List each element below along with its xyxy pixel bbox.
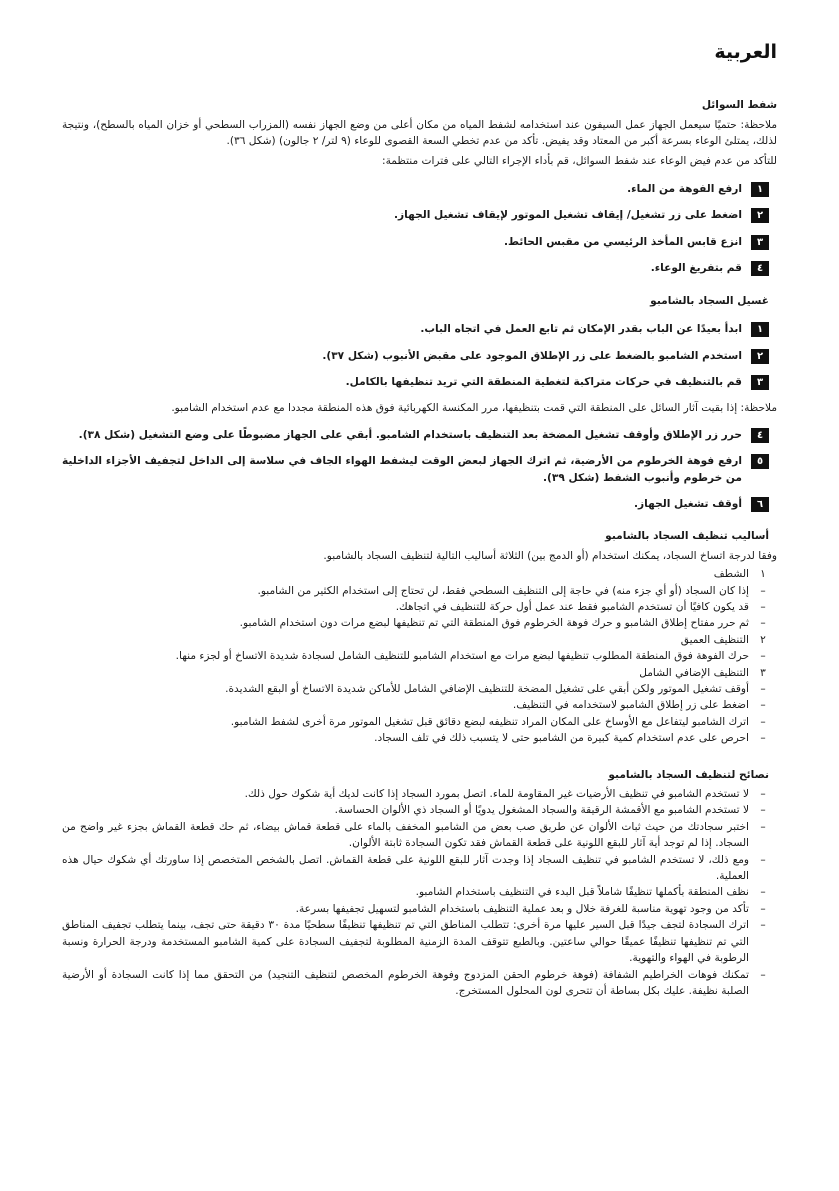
step-text: ارفع الفوهة من الماء.: [627, 183, 742, 196]
step-text: قم بتفريغ الوعاء.: [650, 262, 742, 275]
list-item: [62, 681, 777, 697]
carpet-shampoo-heading: غسيل السجاد بالشامبو: [650, 294, 769, 307]
method-title: التنظيف العميق: [680, 633, 749, 646]
step-text: ارفع فوهة الخرطوم من الأرضية، ثم اترك الجهاز لبعض الوقت ليشفط الهواء الجاف في سلاسة إلى الداخل لتجفيف الأجزاء الداخلية من خرطوم وأنبوب الشفط (شكل ٣٩).: [62, 455, 742, 484]
suction-intro: للتأكد من عدم فيض الوعاء عند شفط السوائل، قم بأداء الإجراء التالي على فترات منتظمة:: [382, 154, 777, 167]
step-number-badge: ٥: [751, 454, 769, 469]
suction-step: [62, 207, 769, 223]
bullet-text: إذا كان السجاد (أو أي جزء منه) في حاجة إلى التنظيف السطحي فقط، لن تحتاج إلى استخدام الكثير من الشامبو.: [257, 584, 749, 597]
bullet-dash: –: [760, 902, 766, 915]
suction-step: [62, 234, 769, 250]
carpet-step: [62, 321, 769, 337]
list-item: [62, 884, 777, 900]
step-text: انزع قابس المأخذ الرئيسي من مقبس الحائط.: [503, 235, 742, 248]
bullet-text: اترك الشامبو ليتفاعل مع الأوساخ على المكان المراد تنظيفه لبضع دقائق قبل تشغيل الموتور مرة أخرى لشفط الشامبو.: [230, 715, 749, 728]
bullet-dash: –: [760, 732, 766, 745]
bullet-dash: –: [760, 788, 766, 801]
suction-step: [62, 181, 769, 197]
siphon-note: ملاحظة: حتميًا سيعمل الجهاز عمل السيفون عند استخدامه لشفط المياه من مكان أعلى من وضع الجهاز نفسه (المزراب السطحي أو خزان المياه بالسطح)، ونتيجة لذلك، يمتلئ الوعاء بسرعة أكبر من المعتاد وقد يفيض. تأكد من عدم تخطي السعة القصوى للوعاء (٩ لتر/ ٢ جالون) (شكل ٣٦).: [62, 118, 777, 148]
bullet-dash: –: [760, 968, 766, 981]
language-title: العربية: [714, 41, 777, 63]
bullet-text: ثم حرر مفتاح إطلاق الشامبو و حرك فوهة الخرطوم فوق المنطقة التي تم تنظيفها لبضع مرات دون استخدام الشامبو.: [239, 617, 749, 630]
carpet-shampoo-section: [62, 293, 777, 513]
manual-page: [62, 38, 777, 999]
list-item: [62, 599, 777, 615]
list-item: [62, 583, 777, 599]
bullet-text: أوقف تشغيل الموتور ولكن أبقي على تشغيل المضخة للتنظيف الإضافي الشامل للأماكن شديدة الاتساخ أو البقع الشديدة.: [225, 683, 749, 695]
step-text: استخدم الشامبو بالضغط على زر الإطلاق الموجود على مقبض الأنبوب (شكل ٣٧).: [322, 349, 742, 362]
list-item: [62, 714, 777, 730]
suction-step: [62, 260, 769, 276]
list-item: [62, 967, 777, 1000]
step-number-badge: ٣: [751, 375, 769, 390]
step-number-badge: ٣: [751, 235, 769, 250]
list-item: [62, 901, 777, 917]
shampoo-tips-heading: نصائح لتنظيف السجاد بالشامبو: [608, 768, 769, 781]
list-item: [62, 786, 777, 802]
bullet-dash: –: [760, 919, 766, 932]
list-item: [62, 697, 777, 713]
method-number: ١: [760, 568, 766, 581]
method-number: ٢: [760, 633, 766, 646]
bullet-dash: –: [760, 683, 766, 695]
carpet-step: [62, 374, 769, 390]
step-text: قم بالتنظيف في حركات متراكبة لتغطية المنطقة التي تريد تنظيفها بالكامل.: [345, 375, 742, 388]
carpet-step: [62, 496, 769, 512]
method-title-row: [62, 566, 777, 582]
list-item: [62, 802, 777, 818]
step-text: اضغط على زر تشغيل/ إيقاف تشغيل الموتور لإيقاف تشغيل الجهاز.: [394, 209, 742, 222]
bullet-dash: –: [760, 617, 766, 630]
step-text: حرر زر الإطلاق وأوقف تشغيل المضخة بعد التنظيف باستخدام الشامبو. أبقي على الجهاز مضبوطًا على وضع التشغيل (شكل ٣٨).: [78, 428, 742, 441]
list-item: [62, 730, 777, 746]
bullet-dash: –: [760, 584, 766, 597]
methods-intro: وفقا لدرجة اتساخ السجاد، يمكنك استخدام (أو الدمج بين) الثلاثة أساليب التالية لتنظيف السجاد بالشامبو.: [323, 549, 777, 562]
bullet-text: نظف المنطقة بأكملها تنظيفًا شاملاً قبل البدء في التنظيف باستخدام الشامبو.: [415, 886, 749, 899]
bullet-text: اختبر سجادتك من حيث ثبات الألوان عن طريق صب بعض من الشامبو المخفف بالماء على قطعة قماش بيضاء، ثم حك قطعة القماش بجزء غير واضح من السجاد. إذا لم توجد أية آثار للبقع اللونية على قطعة القماش فقد تكون السجادة ثابتة الألوان.: [62, 820, 749, 850]
method-title: التنظيف الإضافي الشامل: [639, 666, 749, 679]
step-text: ابدأ بعيدًا عن الباب بقدر الإمكان ثم تابع العمل في اتجاه الباب.: [420, 323, 742, 336]
bullet-dash: –: [760, 853, 766, 866]
bullet-text: تأكد من وجود تهوية مناسبة للغرفة خلال و بعد عملية التنظيف باستخدام الشامبو لتسهيل تجفيفها بسرعة.: [295, 902, 749, 915]
bullet-text: اضغط على زر إطلاق الشامبو لاستخدامه في التنظيف.: [512, 699, 749, 712]
shampoo-tips-section: [62, 767, 777, 1000]
list-item: [62, 648, 777, 664]
step-number-badge: ٦: [751, 497, 769, 512]
bullet-dash: –: [760, 650, 766, 663]
carpet-step: [62, 348, 769, 364]
list-item: [62, 852, 777, 885]
method-number: ٣: [760, 666, 766, 679]
carpet-step: [62, 453, 769, 486]
bullet-dash: –: [760, 600, 766, 613]
bullet-dash: –: [760, 715, 766, 728]
carpet-step: [62, 427, 769, 443]
bullet-dash: –: [760, 699, 766, 712]
bullet-text: لا تستخدم الشامبو في تنظيف الأرضيات غير المقاومة للماء. اتصل بمورد السجاد إذا كانت لديك أية شكوك حول ذلك.: [244, 788, 749, 801]
bullet-text: احرص على عدم استخدام كمية كبيرة من الشامبو حتى لا يتسبب ذلك في تلف السجاد.: [374, 732, 749, 745]
bullet-text: ومع ذلك، لا تستخدم الشامبو في تنظيف السجاد إذا وجدت آثار للبقع اللونية على قطعة القماش. اتصل بالشخص المتخصص إذا ساورتك أي شكوك حيال هذه العملية.: [62, 853, 749, 883]
step-number-badge: ١: [751, 182, 769, 197]
method-title-row: [62, 632, 777, 648]
bullet-text: اترك السجادة لتجف جيدًا قبل السير عليها مرة أخرى: تتطلب المناطق التي تم تنظيفها تنظيفًا سطحيًا مدة ٣٠ دقيقة حتى تجف، بينما يتطلب تجفيف المناطق التي تم تنظيفها تنظيفًا عميقًا حوالي ساعتين. وبالطبع تتوقف المدة الزمنية المطلوبة لتجفيف السجادة على كمية الشامبو المستخدمة ودرجة الحرارة ونسبة الرطوبة في الهواء والتهوية.: [62, 919, 749, 965]
list-item: [62, 615, 777, 631]
liquid-suction-section: [62, 97, 777, 276]
step-number-badge: ٢: [751, 208, 769, 223]
liquid-suction-heading: شفط السوائل: [701, 99, 777, 112]
list-item: [62, 917, 777, 966]
method-title: الشطف: [713, 568, 749, 581]
step-number-badge: ١: [751, 322, 769, 337]
shampoo-methods-section: [62, 528, 777, 746]
step-number-badge: ٤: [751, 261, 769, 276]
bullet-dash: –: [760, 804, 766, 817]
residue-note: ملاحظة: إذا بقيت آثار السائل على المنطقة التي قمت بتنظيفها، مرر المكنسة الكهربائية فوق هذه المنطقة مجددا مع عدم استخدام الشامبو.: [171, 402, 777, 415]
bullet-dash: –: [760, 820, 766, 833]
bullet-text: قد يكون كافيًا أن تستخدم الشامبو فقط عند عمل أول حركة للتنظيف في اتجاهك.: [395, 600, 749, 613]
step-number-badge: ٤: [751, 428, 769, 443]
method-title-row: [62, 665, 777, 681]
bullet-text: تمكنك فوهات الخراطيم الشفافة (فوهة خرطوم الحقن المزدوج وفوهة الخرطوم المخصص لتنظيف التنجيد) من التحقق مما إذا كانت السجادة أو الأرضية الصلبة نظيفة. عليك بكل بساطة أن تتحرى لون المحلول المستخرج.: [62, 968, 749, 997]
bullet-dash: –: [760, 886, 766, 899]
list-item: [62, 819, 777, 852]
bullet-text: حرك الفوهة فوق المنطقة المطلوب تنظيفها لبضع مرات مع استخدام الشامبو للتنظيف الشامل لسجادة شديدة الاتساخ أو لجزء منها.: [175, 650, 749, 663]
bullet-text: لا تستخدم الشامبو مع الأقمشة الرقيقة والسجاد المشغول يدويًا أو السجاد ذي الألوان الحساسة.: [334, 804, 749, 817]
shampoo-methods-heading: أساليب تنظيف السجاد بالشامبو: [605, 530, 769, 543]
step-text: أوقف تشغيل الجهاز.: [633, 497, 742, 510]
step-number-badge: ٢: [751, 349, 769, 364]
